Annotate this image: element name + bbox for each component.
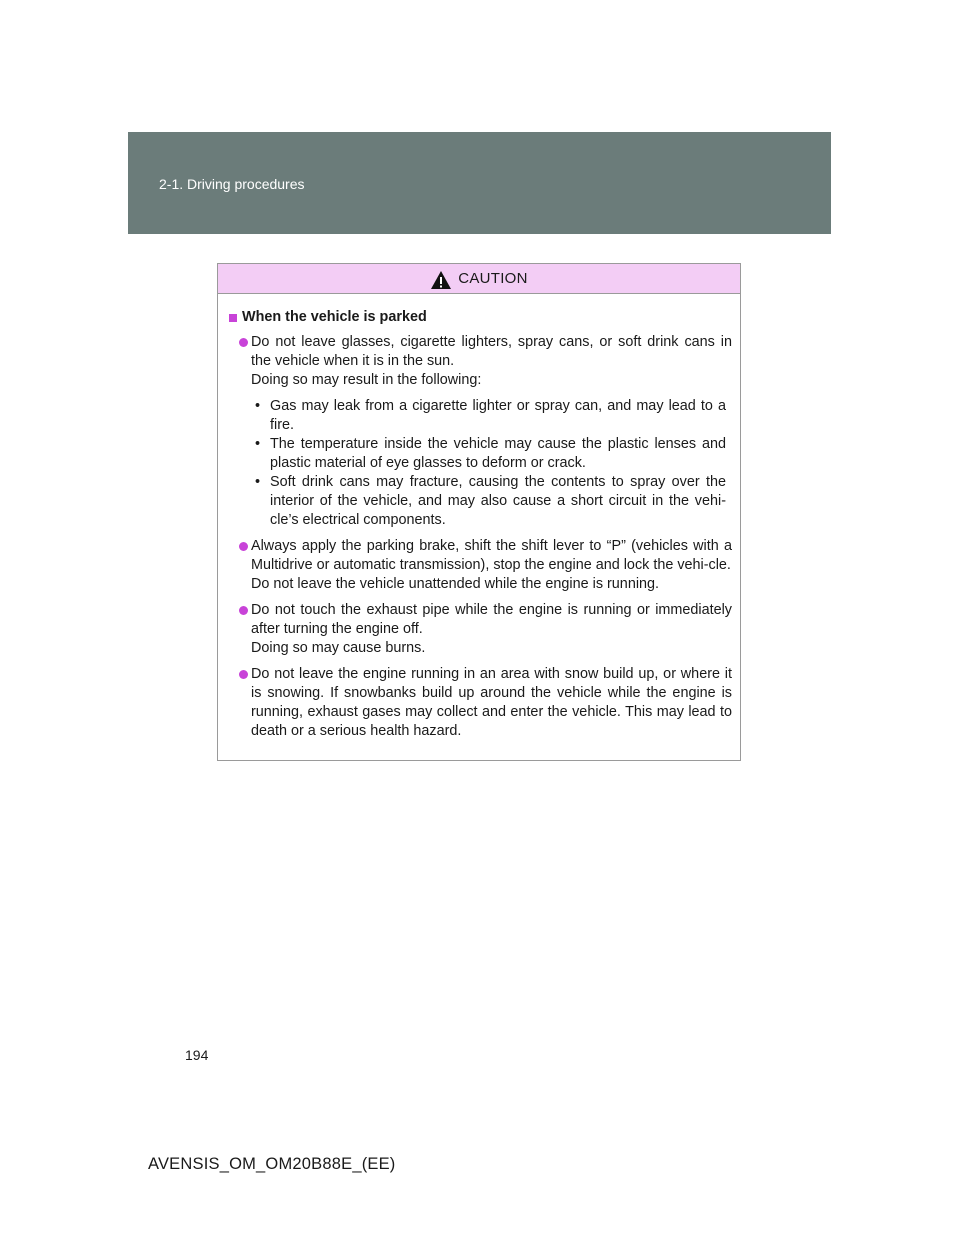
document-code: AVENSIS_OM_OM20B88E_(EE) xyxy=(148,1155,396,1173)
caution-box xyxy=(217,263,741,761)
section-breadcrumb: 2-1. Driving procedures xyxy=(159,176,305,192)
item-text: Always apply the parking brake, shift the shift lever to “P” (vehicles with a Multidrive or automatic transmission), stop the engine and lock the vehi-cle. xyxy=(251,538,732,573)
list-item xyxy=(229,333,732,530)
square-bullet-icon xyxy=(229,314,237,322)
page-number: 194 xyxy=(185,1047,209,1063)
item-text: Do not touch the exhaust pipe while the engine is running or immediately after turning the engine off. xyxy=(251,602,732,637)
round-bullet-icon xyxy=(239,338,248,347)
item-text: Do not leave the vehicle unattended while the engine is running. xyxy=(251,576,660,592)
section-heading xyxy=(229,308,732,327)
caution-body xyxy=(218,294,740,741)
warning-triangle-icon xyxy=(430,270,452,290)
sub-item-text: Soft drink cans may fracture, causing the contents to spray over the interior of the vehicle, and may also cause a short circuit in the vehi-cle’s electrical components. xyxy=(270,474,726,528)
sub-item xyxy=(251,473,732,530)
round-bullet-icon xyxy=(239,670,248,679)
round-bullet-icon xyxy=(239,542,248,551)
list-item xyxy=(229,601,732,658)
header-bar xyxy=(128,132,831,234)
caution-title: CAUTION xyxy=(458,270,528,287)
list-item xyxy=(229,665,732,741)
item-text: Do not leave glasses, cigarette lighters, spray cans, or soft drink cans in the vehicle when it is in the sun. xyxy=(251,334,732,369)
sub-list xyxy=(251,397,732,530)
sub-item-text: Gas may leak from a cigarette lighter or spray can, and may lead to a fire. xyxy=(270,398,726,433)
sub-item xyxy=(251,397,732,435)
section-heading-text: When the vehicle is parked xyxy=(242,309,427,325)
list-item xyxy=(229,537,732,594)
item-text: Do not leave the engine running in an area with snow build up, or where it is snowing. If snowbanks build up around the vehicle while the engine is running, exhaust gases may collect and enter the vehicle. This may lead to death or a serious health hazard. xyxy=(251,666,732,739)
caution-header xyxy=(218,264,740,294)
sub-bullet-icon: • xyxy=(255,398,261,414)
round-bullet-icon xyxy=(239,606,248,615)
sub-item xyxy=(251,435,732,473)
item-text: Doing so may result in the following: xyxy=(251,372,482,388)
item-text: Doing so may cause burns. xyxy=(251,640,426,656)
sub-bullet-icon: • xyxy=(255,474,261,490)
sub-bullet-icon: • xyxy=(255,436,261,452)
sub-item-text: The temperature inside the vehicle may cause the plastic lenses and plastic material of eye glasses to deform or crack. xyxy=(270,436,726,471)
